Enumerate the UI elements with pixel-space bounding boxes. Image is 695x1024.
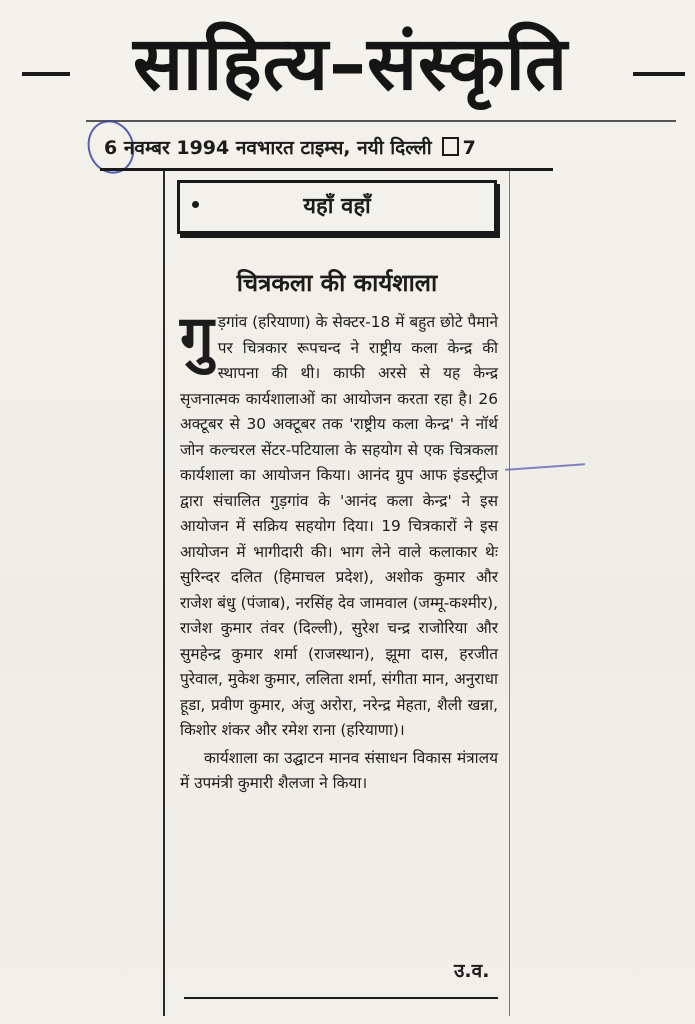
masthead-left-dash (22, 72, 70, 76)
section-label-box (177, 180, 497, 234)
dateline-rule (100, 168, 553, 171)
masthead-title: साहित्य–संस्कृति (132, 21, 569, 107)
article-headline: चित्रकला की कार्यशाला (236, 269, 438, 297)
article-end-rule (184, 997, 498, 999)
article-paragraph-1 (180, 303, 498, 744)
byline: उ.व. (454, 960, 490, 982)
masthead-right-dash (633, 72, 685, 76)
column-rule-left (163, 171, 165, 1016)
article-body (180, 303, 498, 812)
masthead-rule (86, 120, 676, 122)
page-number: 7 (462, 137, 476, 159)
article-paragraph-2: कार्यशाला का उद्घाटन मानव संसाधन विकास मंत्रालय में उपमंत्री कुमारी शैलजा ने किया। (180, 748, 498, 792)
pen-stroke-mark (505, 463, 585, 471)
square-bullet-icon (442, 137, 459, 156)
dateline (104, 134, 564, 164)
paragraph-1-text: ड़गांव (हरियाणा) के सेक्टर-18 में बहुत छोटे पैमाने पर चित्रकार रूपचन्द ने राष्ट्रीय कला केन्द्र की स्थापना की थी। काफी अरसे से यह केन्द्र सृजनात्मक कार्यशालाओं का आयोजन करता रहा है। 26 अक्टूबर से 30 अक्टूबर तक 'राष्ट्रीय कला केन्द्र' ने नॉर्थ जोन कल्चरल सेंटर-पटियाला के सहयोग से एक चित्रकला कार्यशाला का आयोजन किया। आनंद ग्रुप आफ इंडस्ट्रीज द्वारा संचालित गुड़गांव के 'आनंद कला केन्द्र' ने इस आयोजन में सक्रिय सहयोग दिया। 19 चित्रकारों ने इस आयोजन में भागीदारी की। भाग लेने वाले कलाकार थेः सुरिन्दर दलित (हिमाचल प्रदेश), अशोक कुमार और राजेश बंधु (पंजाब), नरसिंह देव जामवाल (जम्मू-कश्मीर), राजेश कुमार तंवर (दिल्ली), सुरेश चन्द्र राजोरिया और सुमहेन्द्र कुमार शर्मा (राजस्थान), झूमा दास, हरजीत पुरेवाल, मुकेश कुमार, ललिता शर्मा, संगीता मान, अनुराधा हूडा, प्रवीण कुमार, अंजु अरोरा, नरेन्द्र मेहता, शैली खन्ना, किशोर शंकर और रमेश राना (हरियाणा)। (180, 313, 498, 739)
dateline-text: 6 नवम्बर 1994 नवभारत टाइम्स, नयी दिल्ली (104, 137, 432, 159)
section-label: यहाँ वहाँ (303, 194, 371, 219)
column-rule-right (509, 171, 510, 1016)
masthead (0, 10, 695, 115)
drop-cap: गु (180, 303, 214, 373)
